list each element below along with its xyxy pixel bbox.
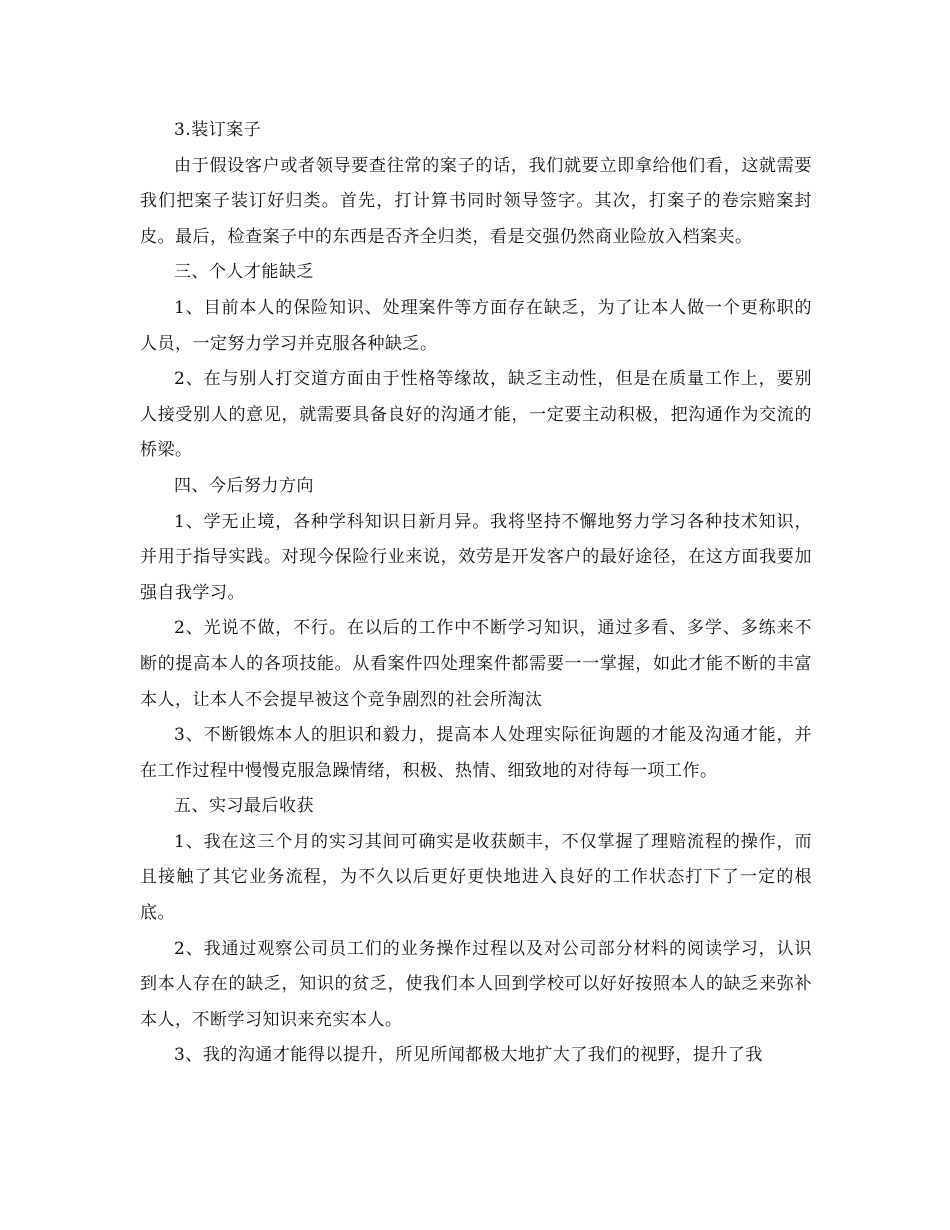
paragraph-gain-1: 1、我在这三个月的实习其间可确实是收获颇丰，不仅掌握了理赔流程的操作，而且接触了其它业务流程，为不久以后更好更快地进入良好的工作状态打下了一定的根底。 [140,831,812,924]
paragraph-direction-2: 2、光说不做，不行。在以后的工作中不断学习知识，通过多看、多学、多练来不断的提高本人的各项技能。从看案件四处理案件都需要一一掌握，如此才能不断的丰富本人，让本人不会提早被这个竞争剧烈的社会所淘汰 [140,618,812,710]
section-heading-future-direction: 四、今后努力方向 [174,475,314,496]
section-heading-personal-shortcomings: 三、个人才能缺乏 [174,262,314,283]
paragraph-gain-2: 2、我通过观察公司员工们的业务操作过程以及对公司部分材料的阅读学习，认识到本人存在的缺乏，知识的贫乏，使我们本人回到学校可以好好按照本人的缺乏来弥补本人，不断学习知识来充实本人。 [140,938,812,1030]
document-body [140,113,812,1074]
paragraph-shortcoming-1: 1、目前本人的保险知识、处理案件等方面存在缺乏，为了让本人做一个更称职的人员，一定努力学习并克服各种缺乏。 [140,297,812,354]
paragraph-direction-3: 3、不断锻炼本人的胆识和毅力，提高本人处理实际征询题的才能及沟通才能，并在工作过程中慢慢克服急躁情绪，积极、热情、细致地的对待每一项工作。 [140,725,812,781]
subsection-heading-binding-cases: 3.装订案子 [174,120,262,140]
section-heading-final-gains: 五、实习最后收获 [174,796,314,817]
paragraph-shortcoming-2: 2、在与别人打交道方面由于性格等缘故，缺乏主动性，但是在质量工作上，要别人接受别人的意见，就需要具备良好的沟通才能，一定要主动积极，把沟通作为交流的桥梁。 [140,369,812,461]
paragraph-binding-cases: 由于假设客户或者领导要查往常的案子的话，我们就要立即拿给他们看，这就需要我们把案子装订好归类。首先，打计算书同时领导签字。其次，打案子的卷宗赔案封皮。最后，检查案子中的东西是否齐全归类，看是交强仍然商业险放入档案夹。 [140,155,812,247]
paragraph-direction-1: 1、学无止境，各种学科知识日新月异。我将坚持不懈地努力学习各种技术知识，并用于指导实践。对现今保险行业来说，效劳是开发客户的最好途径，在这方面我要加强自我学习。 [140,511,812,603]
paragraph-gain-3: 3、我的沟通才能得以提升，所见所闻都极大地扩大了我们的视野，提升了我 [174,1045,763,1066]
